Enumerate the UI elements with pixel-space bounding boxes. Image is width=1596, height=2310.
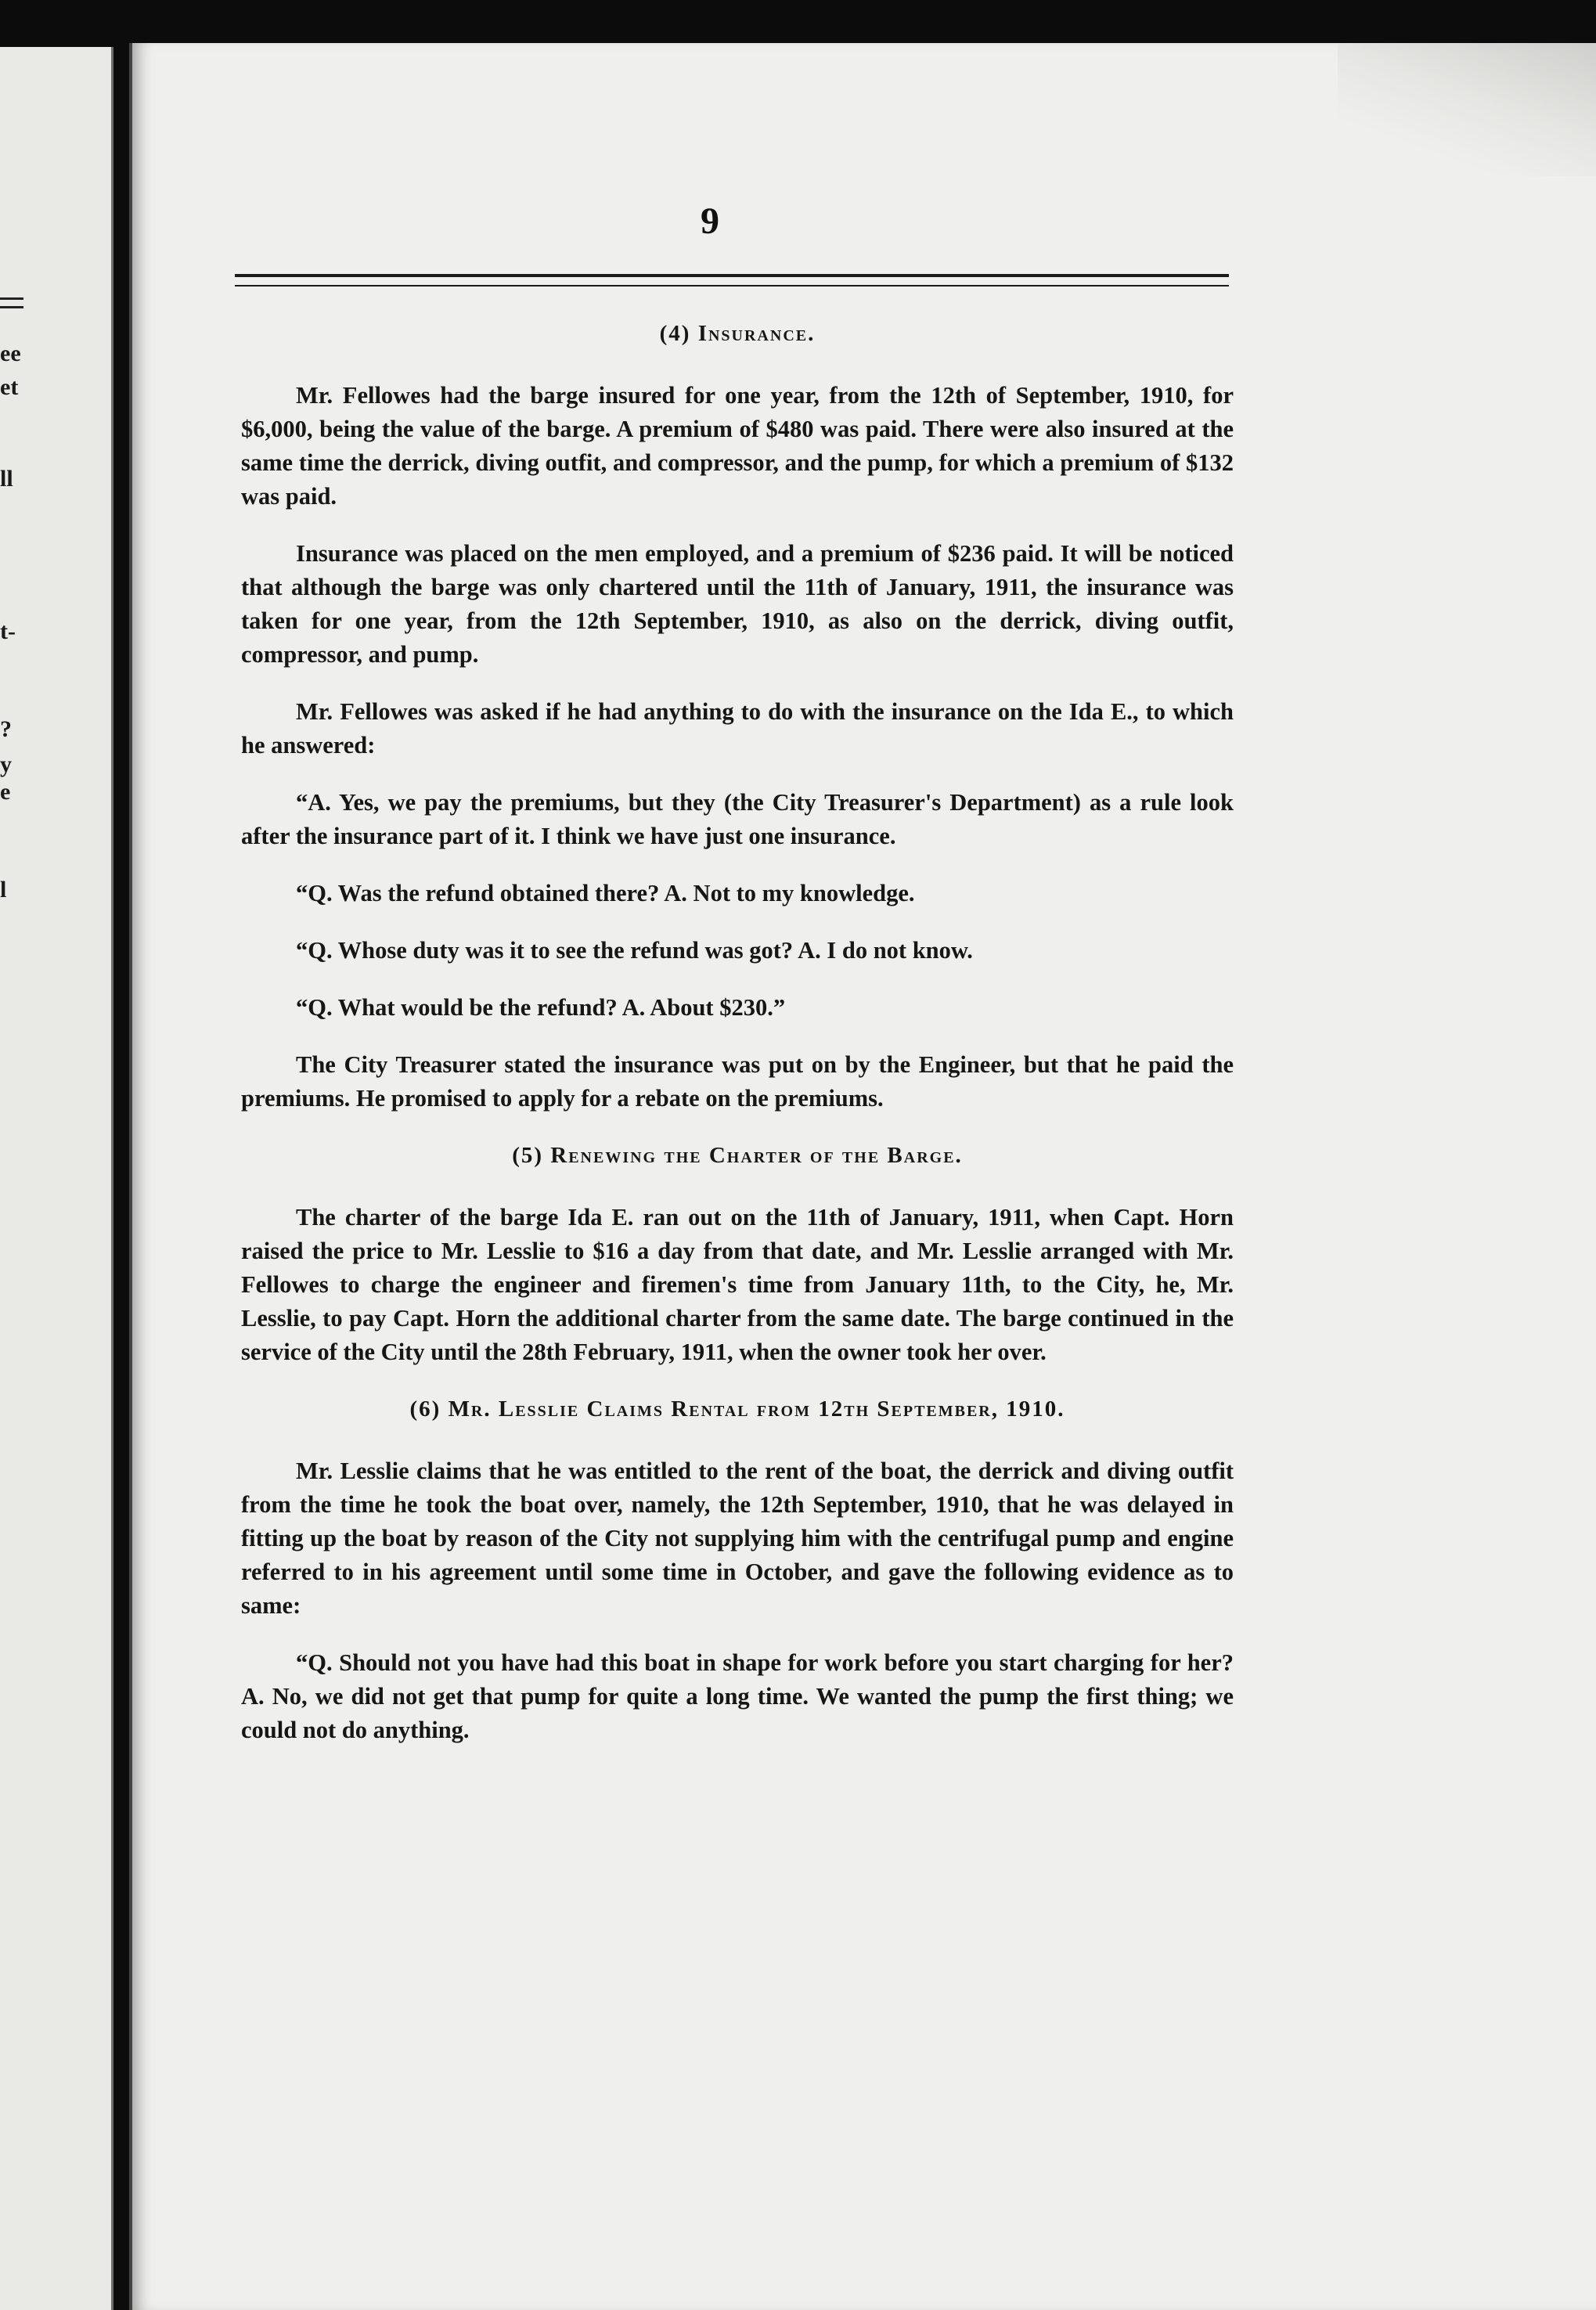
left-fragment: y — [0, 751, 12, 777]
paragraph: Mr. Fellowes was asked if he had anything to do with the insurance on the Ida E., to which he answered: — [241, 698, 1234, 759]
paragraph: Mr. Lesslie claims that he was entitled to the rent of the boat, the derrick and diving outfit from the time he took the boat over, namely, the 12th September, 1910, that he was delayed in fitting up the boat by reason of the City not supplying him with the centrifugal pump and engine referred to in his agreement until some time in October, and gave the following evidence as to same: — [241, 1458, 1234, 1619]
paragraph: The charter of the barge Ida E. ran out on the 11th of January, 1911, when Capt. Horn raised the price to Mr. Lesslie to $16 a day from that date, and Mr. Lesslie arranged with Mr. Fellowes to charge the engineer and firemen's time from January 11th, to the City, he, Mr. Lesslie, to pay Capt. Horn the additional charter from the same date. The barge continued in the service of the City until the 28th February, 1911, when the owner took her over. — [241, 1204, 1234, 1365]
left-fragment: et — [0, 374, 19, 400]
left-fragment: ? — [0, 716, 12, 742]
section-heading-insurance: (4) Insurance. — [659, 321, 816, 346]
paragraph: Insurance was placed on the men employed, and a premium of $236 paid. It will be noticed that although the barge was only chartered until the 11th of January, 1911, the insurance was taken for one year, from the 12th September, 1910, as also on the derrick, diving outfit, compressor, and pump. — [241, 540, 1234, 668]
testimony-question: “Q. Was the refund obtained there? A. Not to my knowledge. — [296, 880, 915, 906]
testimony-answer: “A. Yes, we pay the premiums, but they (the City Treasurer's Department) as a rule look after the insurance part of it. I think we have just one insurance. — [241, 789, 1234, 849]
section-heading-rental-claim: (6) Mr. Lesslie Claims Rental from 12th September, 1910. — [409, 1396, 1065, 1422]
testimony-question: “Q. Should not you have had this boat in shape for work before you start charging for her? A. No, we did not get that pump for quite a long time. We wanted the pump the first thing; we could not do anything. — [241, 1649, 1234, 1743]
left-page-rule — [0, 297, 23, 308]
document-body — [241, 317, 1234, 1771]
section-heading-renewing-charter: (5) Renewing the Charter of the Barge. — [512, 1143, 963, 1168]
left-fragment: t- — [0, 618, 16, 644]
testimony-question: “Q. What would be the refund? A. About $230.” — [296, 994, 786, 1021]
left-fragment: ll — [0, 466, 13, 492]
left-fragment: e — [0, 779, 11, 805]
paragraph: Mr. Fellowes had the barge insured for one year, from the 12th of September, 1910, for $6,000, being the value of the barge. A premium of $480 was paid. There were also insured at the same time the derrick, diving outfit, and compressor, and the pump, for which a premium of $132 was paid. — [241, 382, 1234, 510]
left-fragment: l — [0, 877, 7, 903]
testimony-question: “Q. Whose duty was it to see the refund was got? A. I do not know. — [296, 937, 973, 964]
paragraph: The City Treasurer stated the insurance was put on by the Engineer, but that he paid the premiums. He promised to apply for a rebate on the premiums. — [241, 1051, 1234, 1112]
header-double-rule — [235, 274, 1229, 286]
page-number: 9 — [701, 200, 719, 242]
left-page-edge — [0, 47, 113, 2310]
left-fragment: ee — [0, 341, 21, 366]
